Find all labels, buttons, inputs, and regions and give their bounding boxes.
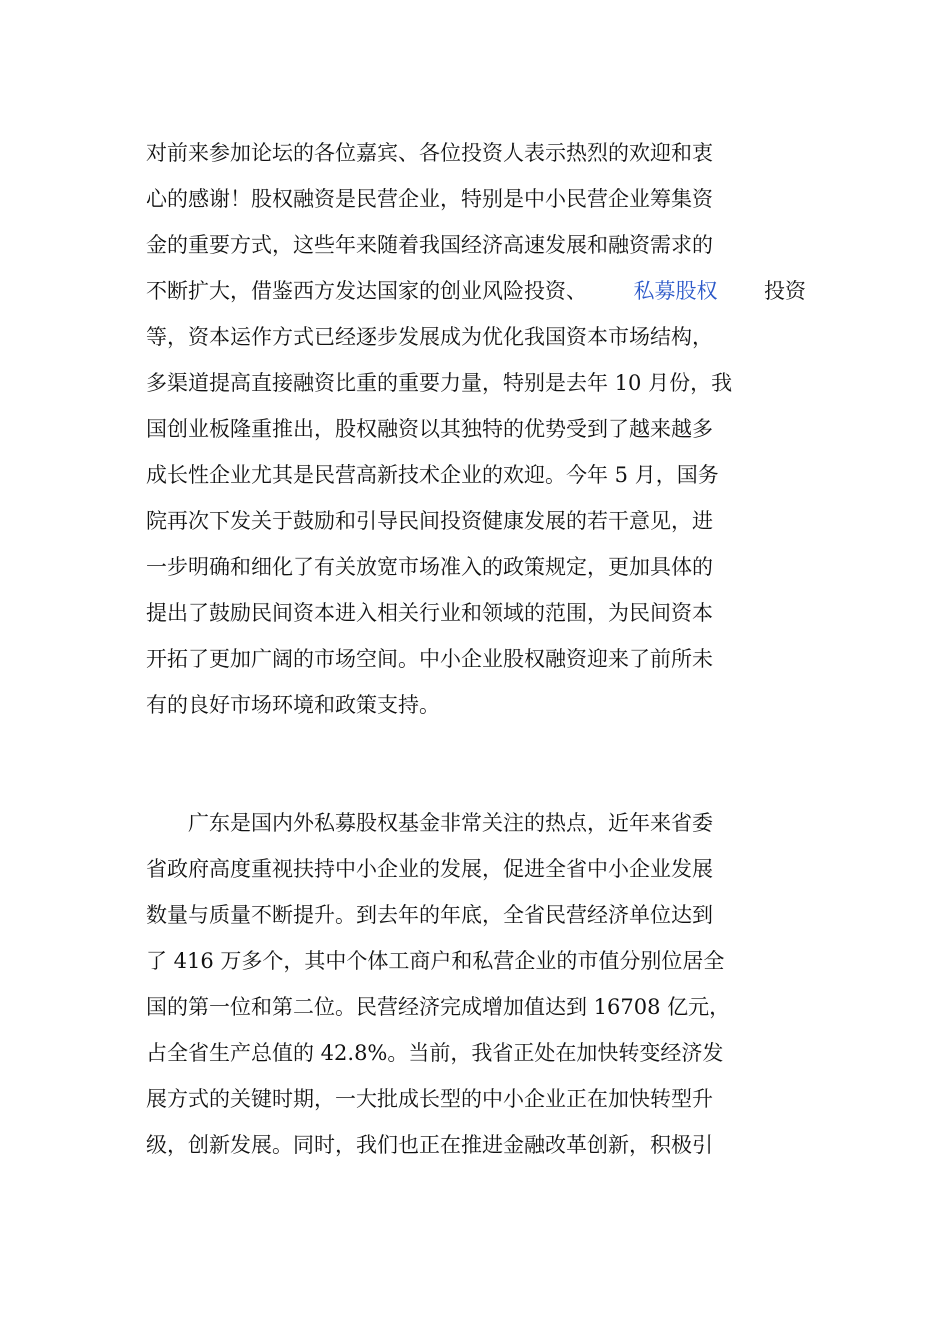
text-line: 一步明确和细化了有关放宽市场准入的政策规定，更加具体的 bbox=[146, 555, 713, 579]
text-line: 国的第一位和第二位。民营经济完成增加值达到 16708 亿元， bbox=[146, 995, 731, 1019]
text-line: 展方式的关键时期，一大批成长型的中小企业正在加快转型升 bbox=[146, 1087, 713, 1111]
text-line: 对前来参加论坛的各位嘉宾、各位投资人表示热烈的欢迎和衷 bbox=[146, 141, 713, 165]
paragraph-1 bbox=[146, 130, 806, 728]
text-line-indented: 广东是国内外私募股权基金非常关注的热点，近年来省委 bbox=[188, 811, 713, 835]
text-line: 国创业板隆重推出，股权融资以其独特的优势受到了越来越多 bbox=[146, 417, 713, 441]
text-line: 省政府高度重视扶持中小企业的发展，促进全省中小企业发展 bbox=[146, 857, 713, 881]
private-equity-link[interactable]: 私募股权 bbox=[633, 279, 718, 303]
text-line: 成长性企业尤其是民营高新技术企业的欢迎。今年 5 月，国务 bbox=[146, 463, 719, 487]
line-text-after-link: 投资 bbox=[764, 279, 806, 303]
line-text-before-link: 不断扩大，借鉴西方发达国家的创业风险投资、 bbox=[146, 279, 587, 303]
text-line: 心的感谢！股权融资是民营企业，特别是中小民营企业筹集资 bbox=[146, 187, 713, 211]
text-line: 多渠道提高直接融资比重的重要力量，特别是去年 10 月份，我 bbox=[146, 371, 733, 395]
text-line: 开拓了更加广阔的市场空间。中小企业股权融资迎来了前所未 bbox=[146, 647, 713, 671]
text-line-last: 有的良好市场环境和政策支持。 bbox=[146, 693, 440, 717]
text-line: 院再次下发关于鼓励和引导民间投资健康发展的若干意见，进 bbox=[146, 509, 713, 533]
text-line: 级，创新发展。同时，我们也正在推进金融改革创新，积极引 bbox=[146, 1133, 713, 1157]
text-line: 数量与质量不断提升。到去年的年底，全省民营经济单位达到 bbox=[146, 903, 713, 927]
text-line: 占全省生产总值的 42.8%。当前，我省正处在加快转变经济发 bbox=[146, 1041, 724, 1065]
text-line-with-link bbox=[146, 268, 806, 314]
text-line: 提出了鼓励民间资本进入相关行业和领域的范围，为民间资本 bbox=[146, 601, 713, 625]
text-line: 金的重要方式，这些年来随着我国经济高速发展和融资需求的 bbox=[146, 233, 713, 257]
paragraph-2 bbox=[146, 800, 806, 1168]
text-line: 了 416 万多个，其中个体工商户和私营企业的市值分别位居全 bbox=[146, 949, 725, 973]
text-line: 等，资本运作方式已经逐步发展成为优化我国资本市场结构， bbox=[146, 325, 713, 349]
